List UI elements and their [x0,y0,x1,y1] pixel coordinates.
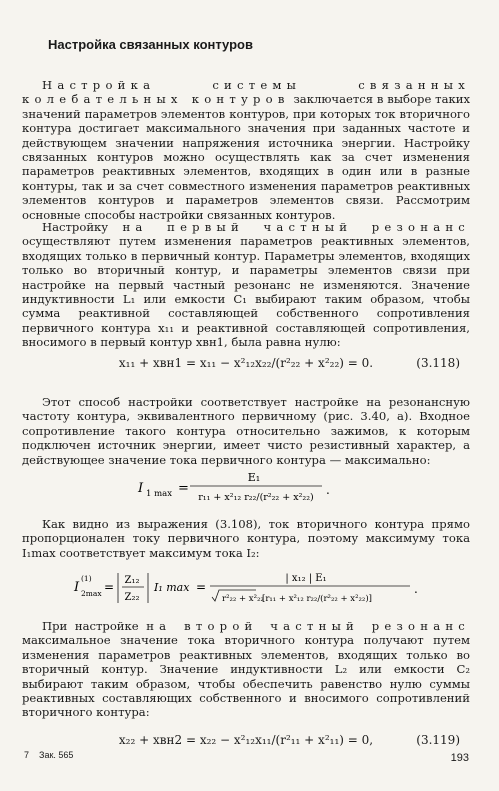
paragraph-first-resonance [22,220,470,350]
equation-3-118-number: (3.118) [416,356,460,370]
second-resonance-term: на второй частный резонанс [146,619,470,633]
first-resonance-body: осуществляют путем изменения параметров реактивных элементов, входящих только в первичный контур. Параметры элементов, входящих только во вторичный контур, и параметры элементов связи при настройке на первый частный резонанс не изменяются. Значение индуктивности L₁ или емкости C₁ выбирают таким образом, чтобы сумма реактивной составляющей собственного сопротивления первичного контура x₁₁ и реактивной составляющей сопротивления, вносимого в первый контур xвн1, была равна нулю: [22,234,470,350]
f1-lhs-sub: 1 max [146,489,173,499]
f2-z12: Z₁₂ [124,575,140,586]
f2-z22: Z₂₂ [124,592,140,603]
signature-mark: 7 [24,750,30,760]
f1-denominator: r₁₁ + x²₁₂ r₂₂/(r²₂₂ + x²₂₂) [198,492,314,503]
paragraph-intro [22,78,470,222]
second-resonance-start: При настройке [42,619,147,633]
formula-i2max [22,563,470,611]
equation-3-119-body: x₂₂ + xвн2 = x₂₂ − x²₁₂x₁₁/(r²₁₁ + x²₁₁) = 0, [118,733,374,747]
paragraph-secondary-current: Как видно из выражения (3.108), ток вторичного контура прямо пропорционален току первичного контура, поэтому максимуму тока I₁max соответствует максимум тока I₂: [22,517,470,560]
f2-period: . [414,582,418,596]
page-number: 193 [450,752,469,764]
f2-equals-2: = [196,580,207,594]
f1-lhs: I [138,481,144,496]
f1-numerator: E₁ [247,471,261,484]
f2-lhs-sup: (1) [81,574,92,583]
second-resonance-body: максимальное значение тока вторичного контура получают путем изменения параметров реактивных элементов, входящих только во вторичный контур. Значение индуктивности L₂ или емкости C₂ выбирают таким образом, чтобы обеспечить равенство нулю суммы реактивных составляющих собственного и вносимого сопротивлений вторичного контура: [22,633,470,720]
f2-lhs-sub: 2max [81,589,102,598]
f2-den-rest: [r₁₁ + x²₁₂ r₂₂/(r²₂₂ + x²₂₂)] [262,594,372,604]
f2-equals-1: = [104,580,115,594]
paragraph-second-resonance [22,619,470,720]
paragraph-equivalent-circuit: Этот способ настройки соответствует настройке на резонансную частоту контура, эквивалентного первичному (рис. 3.40, а). Входное сопротивление такого контура относительно зажимов, к которым подключен источник энергии, имеет чисто резистивный характер, а действующее значение тока первичного контура — максимально: [22,395,470,467]
equation-3-119 [22,733,470,747]
equation-3-118 [22,356,470,370]
f2-numerator: | x₁₂ | E₁ [285,573,327,584]
intro-lead-term: Настройка системы связанных колебательных контуров [22,78,470,107]
f2-i1max: I₁ max [154,581,190,594]
f1-equals: = [178,481,189,496]
section-title: Настройка связанных контуров [48,37,253,52]
order-number: Зак. 565 [39,750,74,760]
equation-3-118-body: x₁₁ + xвн1 = x₁₁ − x²₁₂x₂₂/(r²₂₂ + x²₂₂) = 0. [118,356,374,370]
formula-i1max [22,467,470,507]
printer-signature [24,750,73,760]
f1-period: . [326,483,330,497]
first-resonance-term: на первый частный резонанс [122,220,470,234]
f2-root-content: r²₂₂ + x²₂₂ [222,594,264,604]
equation-3-119-number: (3.119) [416,733,460,747]
f2-lhs: I [74,580,80,595]
intro-body: заключается в выборе таких значений параметров элементов контуров, при которых ток вторичного контура достигает максимального значения при заданных частоте и действующем значении напряжения источника энергии. Настройку связанных контуров можно осуществлять как за счет изменения параметров реактивных элементов, входящих в один или в разные контуры, так и за счет совместного изменения параметров реактивных элементов контуров и параметров элементов связи. Рассмотрим основные способы настройки связанных контуров. [22,92,470,222]
first-resonance-start: Настройку [42,220,123,234]
